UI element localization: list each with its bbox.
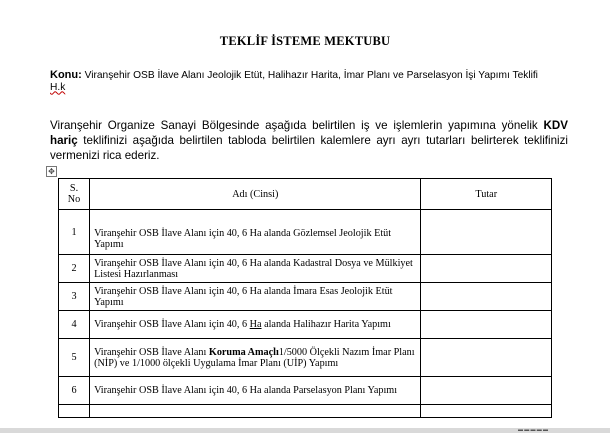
row-name[interactable]: Viranşehir OSB İlave Alanı için 40, 6 Ha alanda Gözlemsel Jeolojik Etüt Yapımı xyxy=(90,210,421,255)
table-row xyxy=(59,311,552,339)
row-name[interactable] xyxy=(90,311,421,339)
row-name-underlined: Ha xyxy=(249,319,262,330)
subject-label: Konu: xyxy=(50,69,82,81)
row-name-part: alanda Halihazır Harita Yapımı xyxy=(261,319,391,330)
row-number: 2 xyxy=(59,255,90,283)
row-name[interactable] xyxy=(90,339,421,377)
move-handle-icon[interactable]: ✥ xyxy=(46,166,57,177)
subject-line xyxy=(50,70,550,93)
table-row xyxy=(59,283,552,311)
row-number: 6 xyxy=(59,377,90,405)
status-bar-marks: ▬ ▬ ▬ ▬ ▬ xyxy=(518,428,548,433)
row-total[interactable] xyxy=(421,255,552,283)
header-name: Adı (Cinsi) xyxy=(90,179,421,210)
document-title: TEKLİF İSTEME MEKTUBU xyxy=(219,34,391,48)
row-name[interactable]: Viranşehir OSB İlave Alanı için 40, 6 Ha alanda Kadastral Dosya ve Mülkiyet Listesi Hazırlanması xyxy=(90,255,421,283)
row-total[interactable] xyxy=(421,377,552,405)
header-no: S. No xyxy=(59,179,90,210)
row-name[interactable] xyxy=(90,405,421,418)
body-text-1: Viranşehir Organize Sanayi Bölgesinde aşağıda belirtilen iş ve işlemlerin yapımına yönelik xyxy=(50,119,544,132)
spellcheck-word[interactable]: H.k xyxy=(50,81,66,93)
row-total[interactable] xyxy=(421,405,552,418)
table-row-partial xyxy=(59,405,552,418)
row-number: 4 xyxy=(59,311,90,339)
subject-text: Viranşehir OSB İlave Alanı Jeolojik Etüt, Halihazır Harita, İmar Planı ve Parselasyon İşi Yapımı Teklifi xyxy=(81,70,538,81)
row-number: 3 xyxy=(59,283,90,311)
body-text-2: teklifinizi aşağıda belirtilen tabloda belirtilen kalemlere ayrı ayrı tutarları belirterek teklifinizi vermenizi rica ederiz. xyxy=(50,134,568,162)
row-number: 1 xyxy=(59,210,90,255)
row-name[interactable]: Viranşehir OSB İlave Alanı için 40, 6 Ha alanda Parselasyon Planı Yapımı xyxy=(90,377,421,405)
header-total: Tutar xyxy=(421,179,552,210)
table-row xyxy=(59,377,552,405)
items-table xyxy=(58,178,552,418)
row-total[interactable] xyxy=(421,311,552,339)
table-row xyxy=(59,339,552,377)
table-header-row xyxy=(59,179,552,210)
row-name-part: Viranşehir OSB İlave Alanı xyxy=(94,346,209,358)
row-total[interactable] xyxy=(421,283,552,311)
table-row xyxy=(59,255,552,283)
body-bold-text: KDV hariç xyxy=(50,119,568,147)
row-name-part: Viranşehir OSB İlave Alanı için 40, 6 xyxy=(94,319,250,330)
body-paragraph xyxy=(50,118,568,163)
row-name-part: 1/5000 Ölçekli Nazım İmar Planı (NİP) ve 1/1000 ölçekli Uygulama İmar Planı (UİP) Yapımı xyxy=(94,346,415,369)
row-total[interactable] xyxy=(421,339,552,377)
row-name[interactable]: Viranşehir OSB İlave Alanı için 40, 6 Ha alanda İmara Esas Jeolojik Etüt Yapımı xyxy=(90,283,421,311)
row-number xyxy=(59,405,90,418)
row-number: 5 xyxy=(59,339,90,377)
row-name-bold: Koruma Amaçlı xyxy=(208,346,279,358)
table-row xyxy=(59,210,552,255)
row-total[interactable] xyxy=(421,210,552,255)
